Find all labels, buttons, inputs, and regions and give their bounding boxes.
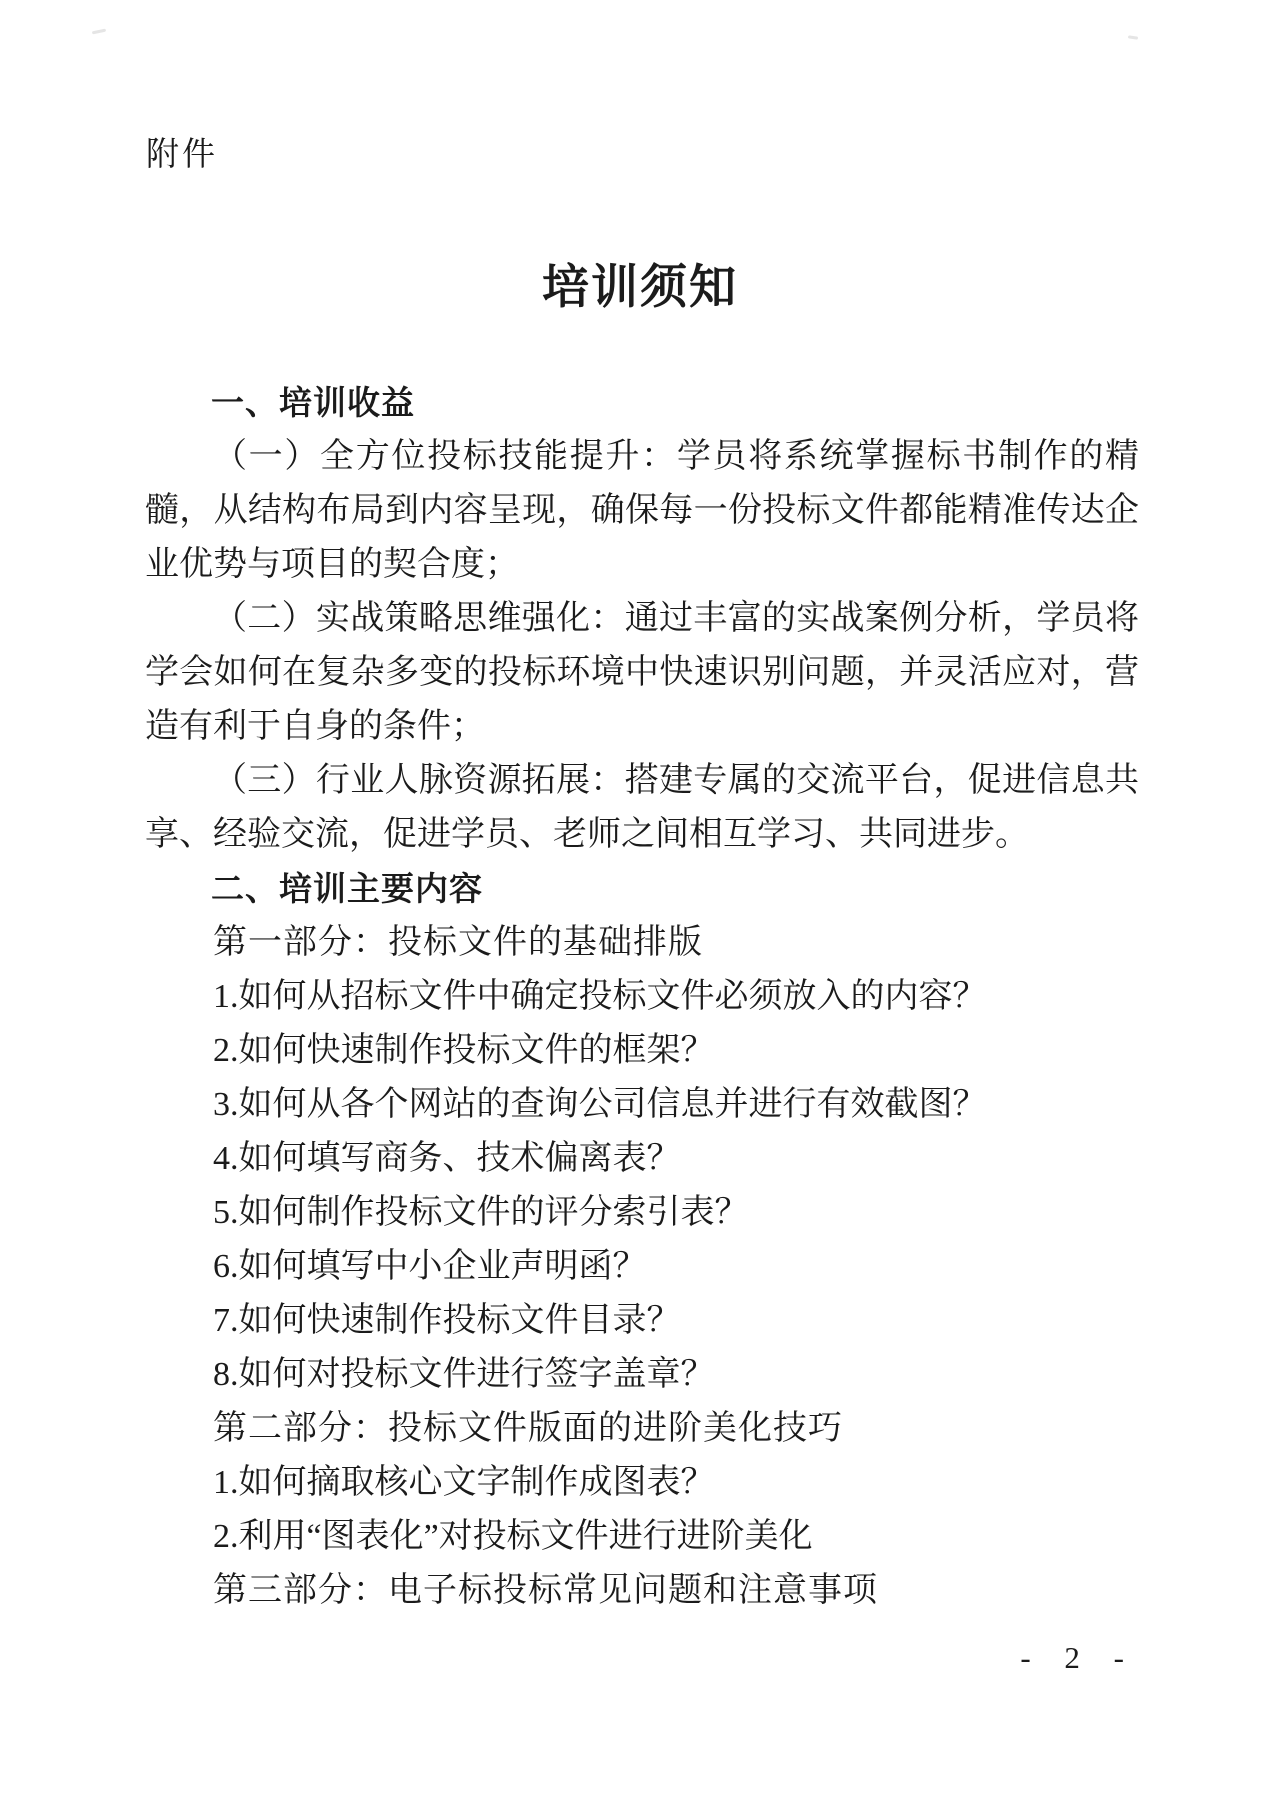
benefit-paragraph-3: （三）行业人脉资源拓展：搭建专属的交流平台，促进信息共享、经验交流，促进学员、老师之间相互学习、共同进步。 — [145, 762, 1139, 853]
section-heading-contents: 二、培训主要内容 — [211, 870, 483, 907]
page-number: - 2 - — [1020, 1640, 1130, 1675]
list-item: 3.如何从各个网站的查询公司信息并进行有效截图？ — [213, 1086, 987, 1123]
benefit-paragraph-2: （二）实战策略思维强化：通过丰富的实战案例分析，学员将学会如何在复杂多变的投标环境中快速识别问题，并灵活应对，营造有利于自身的条件； — [145, 600, 1139, 745]
scan-artifact — [92, 29, 106, 35]
list-item: 8.如何对投标文件进行签字盖章？ — [213, 1356, 715, 1393]
list-item: 1.如何从招标文件中确定投标文件必须放入的内容？ — [213, 978, 987, 1015]
list-item: 7.如何快速制作投标文件目录？ — [213, 1302, 681, 1339]
attachment-label: 附件 — [146, 135, 218, 172]
document-body — [145, 376, 1139, 1618]
part-title-1: 第一部分：投标文件的基础排版 — [213, 924, 703, 961]
list-item: 1.如何摘取核心文字制作成图表？ — [213, 1464, 715, 1501]
list-item: 6.如何填写中小企业声明函？ — [213, 1248, 647, 1285]
section-heading-benefits: 一、培训收益 — [211, 384, 415, 421]
list-item: 2.如何快速制作投标文件的框架？ — [213, 1032, 715, 1069]
page-title: 培训须知 — [542, 260, 738, 313]
scan-artifact — [1128, 35, 1138, 39]
part-title-2: 第二部分：投标文件版面的进阶美化技巧 — [213, 1410, 843, 1447]
list-item: 5.如何制作投标文件的评分索引表？ — [213, 1194, 749, 1231]
benefit-paragraph-1: （一）全方位投标技能提升：学员将系统掌握标书制作的精髓，从结构布局到内容呈现，确保每一份投标文件都能精准传达企业优势与项目的契合度； — [145, 438, 1139, 583]
list-item: 2.利用“图表化”对投标文件进行进阶美化 — [213, 1518, 813, 1555]
list-item: 4.如何填写商务、技术偏离表？ — [213, 1140, 681, 1177]
part-title-3: 第三部分：电子标投标常见问题和注意事项 — [213, 1572, 878, 1609]
